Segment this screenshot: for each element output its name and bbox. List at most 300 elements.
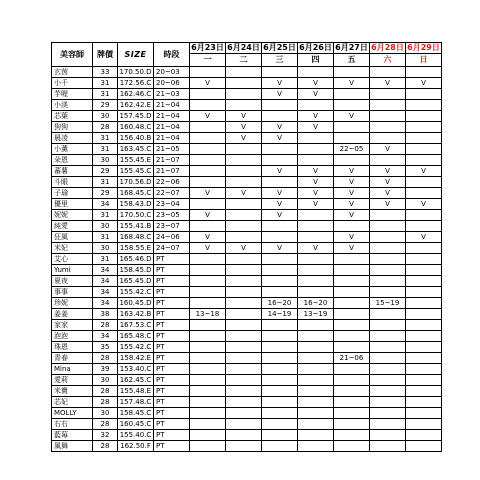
day-availability-cell [334,287,370,298]
day-availability-cell [370,100,406,111]
price-cell: 30 [93,375,118,386]
day-availability-cell: V [262,89,298,100]
price-cell: 30 [93,221,118,232]
day-availability-cell [262,331,298,342]
day-availability-cell: V [406,166,442,177]
day-availability-cell [190,276,226,287]
day-availability-cell [334,342,370,353]
stylist-name-cell: 小渼 [52,100,93,111]
table-row [52,67,442,78]
day-availability-cell [406,298,442,309]
day-availability-cell [370,441,406,452]
size-cell: 163.42.B [118,309,154,320]
period-cell: PT [154,408,190,419]
day-availability-cell [226,353,262,364]
schedule-body [52,67,442,452]
day-availability-cell [226,386,262,397]
size-cell: 168.48.C [118,232,154,243]
day-availability-cell [190,397,226,408]
day-date-header: 6月27日 [335,43,368,52]
day-availability-cell: V [190,243,226,254]
size-cell: 165.45.D [119,277,152,285]
period-cell: PT [154,331,190,342]
day-availability-cell [370,133,406,144]
day-availability-cell: V [334,243,370,254]
day-availability-cell [334,100,370,111]
day-availability-cell [262,441,298,452]
day-availability-cell [262,386,298,397]
day-weekday-header: 五 [334,54,370,67]
table-row [52,210,442,221]
day-availability-cell [190,221,226,232]
size-cell: 162.45.C [118,375,154,386]
day-date-header: 6月23日 [191,43,224,52]
size-cell: 162.50.F [118,441,154,452]
period-cell: PT [154,265,190,276]
day-availability-cell [262,265,298,276]
day-availability-cell [226,265,262,276]
stylist-name-cell: 藍莓 [52,430,93,441]
day-availability-cell [298,386,334,397]
day-availability-cell [298,342,334,353]
size-cell: 155.42.C [118,342,154,353]
period-cell: PT [154,386,190,397]
day-availability-cell [298,265,334,276]
day-availability-cell [406,430,442,441]
price-cell: 30 [93,408,118,419]
period-cell: 21~07 [154,166,190,177]
period-cell: 24~07 [154,243,190,254]
day-availability-cell [226,441,262,452]
stylist-name-cell: 蕃薯 [52,166,93,177]
day-availability-cell [370,408,406,419]
stylist-name-cell: Yumi [52,265,93,276]
day-availability-cell [226,100,262,111]
day-availability-cell [298,155,334,166]
day-availability-cell: V [190,111,226,122]
stylist-name-cell: 珍妮 [52,298,93,309]
stylist-name-cell: 純愛 [52,221,93,232]
table-row [52,397,442,408]
day-availability-cell [226,78,262,89]
size-cell: 167.53.C [118,320,154,331]
size-cell: 156.40.B [118,133,154,144]
day-availability-cell [406,210,442,221]
stylist-name-cell: 斗眼 [52,177,93,188]
price-cell: 28 [93,353,118,364]
day-availability-cell [298,210,334,221]
period-cell: PT [154,276,190,287]
size-cell: 158.42.E [118,353,154,364]
period-cell: PT [154,309,190,320]
day-availability-cell [406,353,442,364]
day-availability-cell [406,265,442,276]
day-availability-cell [334,441,370,452]
day-availability-cell [298,133,334,144]
day-availability-cell [262,287,298,298]
size-cell: 158.43.D [119,200,152,208]
day-availability-cell [370,155,406,166]
size-cell: 155.45.E [118,155,154,166]
stylist-name-cell: 右右 [52,419,93,430]
table-row [52,155,442,166]
stylist-name-cell: 事事 [52,287,93,298]
day-availability-cell: 16~20 [298,298,334,309]
table-row [52,287,442,298]
day-availability-cell [190,199,226,210]
day-availability-cell [370,276,406,287]
period-cell: PT [154,397,190,408]
day-availability-cell [262,232,298,243]
day-availability-cell [406,221,442,232]
day-availability-cell: V [334,199,370,210]
stylist-name-cell: 小千 [52,78,93,89]
day-availability-cell [334,364,370,375]
price-cell: 28 [93,122,118,133]
day-availability-cell: V [370,78,406,89]
price-cell: 31 [93,78,118,89]
table-row [52,221,442,232]
table-row [52,188,442,199]
size-cell: 153.40.C [118,364,154,375]
day-availability-cell [406,309,442,320]
price-cell: 29 [93,166,118,177]
day-availability-cell [406,331,442,342]
price-cell: 30 [93,155,118,166]
day-availability-cell [298,67,334,78]
size-cell: 162.46.C [118,89,154,100]
day-availability-cell: V [298,243,334,254]
period-cell: 23~05 [154,210,190,221]
day-availability-cell [298,232,334,243]
price-cell: 29 [93,188,118,199]
day-availability-cell: V [226,122,262,133]
period-cell: PT [154,419,190,430]
day-availability-cell [190,155,226,166]
day-availability-cell [406,287,442,298]
day-availability-cell [190,298,226,309]
day-availability-cell: V [298,177,334,188]
day-availability-cell [226,287,262,298]
day-availability-cell [226,408,262,419]
day-availability-cell [298,397,334,408]
day-availability-cell [298,320,334,331]
day-availability-cell: 13~19 [298,309,334,320]
period-cell: PT [154,375,190,386]
day-availability-cell [298,331,334,342]
stylist-name-cell: 青春 [52,353,93,364]
day-availability-cell: V [262,122,298,133]
day-availability-cell [226,430,262,441]
period-cell: PT [154,441,190,452]
day-availability-cell: V [262,210,298,221]
stylist-name-cell: 小薰 [52,144,93,155]
day-availability-cell [406,342,442,353]
day-availability-cell [226,331,262,342]
price-cell: 28 [93,397,118,408]
period-cell: PT [154,320,190,331]
table-row [52,441,442,452]
day-availability-cell [298,408,334,419]
day-availability-cell [370,254,406,265]
day-availability-cell: V [262,133,298,144]
day-availability-cell [334,122,370,133]
day-availability-cell [262,67,298,78]
day-availability-cell [190,100,226,111]
day-availability-cell [190,177,226,188]
period-cell: 21~03 [154,89,190,100]
day-availability-cell [226,155,262,166]
table-row [52,265,442,276]
price-cell: 31 [93,144,118,155]
table-row [52,122,442,133]
period-header: 時段 [154,43,190,67]
day-availability-cell [190,144,226,155]
day-availability-cell [406,177,442,188]
day-availability-cell: V [262,78,298,89]
size-cell: 170.50.D [119,68,152,76]
day-availability-cell [370,419,406,430]
day-availability-cell [406,122,442,133]
table-row [52,298,442,309]
size-cell: 163.45.C [118,144,154,155]
size-cell: 155.40.C [118,430,154,441]
day-availability-cell: V [334,111,370,122]
price-cell: 34 [93,331,118,342]
day-availability-cell [334,419,370,430]
day-availability-cell [370,331,406,342]
day-availability-cell [406,375,442,386]
table-row [52,331,442,342]
day-availability-cell [262,177,298,188]
size-cell: 157.45.D [119,112,152,120]
price-cell: 31 [93,210,118,221]
day-availability-cell [190,441,226,452]
day-availability-cell: V [370,199,406,210]
day-availability-cell [370,67,406,78]
period-cell: PT [154,430,190,441]
day-availability-cell [406,386,442,397]
day-availability-cell [334,265,370,276]
day-availability-cell [262,397,298,408]
day-availability-cell [262,276,298,287]
price-cell: 28 [93,320,118,331]
table-row [52,408,442,419]
day-availability-cell [262,111,298,122]
table-row [52,353,442,364]
day-availability-cell: V [406,199,442,210]
day-availability-cell: V [262,166,298,177]
period-cell: 21~05 [154,144,190,155]
day-availability-cell [370,320,406,331]
price-cell: 31 [93,232,118,243]
price-cell: 31 [93,89,118,100]
price-cell: 30 [93,243,118,254]
size-cell: 160.48.C [118,122,154,133]
price-cell: 34 [93,265,118,276]
day-availability-cell [226,67,262,78]
stylist-name-cell: 芯葉 [52,111,93,122]
day-availability-cell: 21~06 [334,353,370,364]
day-availability-cell [190,265,226,276]
day-availability-cell [226,232,262,243]
period-cell: PT [154,298,190,309]
day-availability-cell [370,386,406,397]
day-availability-cell [226,320,262,331]
price-cell: 34 [93,298,118,309]
table-row [52,386,442,397]
stylist-name-cell: Mina [52,364,93,375]
day-availability-cell [370,309,406,320]
day-availability-cell [298,144,334,155]
day-availability-cell [190,408,226,419]
day-availability-cell [262,155,298,166]
day-availability-cell [226,221,262,232]
day-availability-cell [262,144,298,155]
table-row [52,166,442,177]
stylist-name-cell: 狗狗 [52,122,93,133]
day-weekday-header: 四 [298,54,334,67]
price-cell: 31 [93,177,118,188]
day-availability-cell [298,441,334,452]
schedule-table [51,42,442,452]
period-cell: PT [154,353,190,364]
table-row [52,375,442,386]
table-row [52,100,442,111]
day-availability-cell [226,166,262,177]
day-availability-cell [370,342,406,353]
stylist-name-cell: 米妃 [52,243,93,254]
day-availability-cell [334,375,370,386]
table-row [52,177,442,188]
day-availability-cell: V [298,89,334,100]
day-availability-cell [190,364,226,375]
day-availability-cell [226,254,262,265]
table-row [52,419,442,430]
day-availability-cell [190,320,226,331]
day-availability-cell [406,254,442,265]
period-cell: 23~07 [154,221,190,232]
stylist-name-cell: 妮妮 [52,210,93,221]
price-cell: 34 [93,287,118,298]
price-cell: 28 [93,386,118,397]
size-cell: 168.45.C [118,188,154,199]
price-cell: 34 [93,276,118,287]
day-availability-cell [226,298,262,309]
day-availability-cell: V [406,232,442,243]
day-availability-cell [190,89,226,100]
day-availability-cell [190,287,226,298]
table-row [52,430,442,441]
price-cell: 30 [93,111,118,122]
day-availability-cell [334,254,370,265]
day-availability-cell: V [226,243,262,254]
day-availability-cell [262,254,298,265]
day-availability-cell: V [406,78,442,89]
day-availability-cell [370,287,406,298]
size-cell: 165.48.C [118,331,154,342]
day-availability-cell [262,353,298,364]
day-weekday-header: 二 [226,54,262,67]
day-availability-cell: V [190,210,226,221]
day-availability-cell [298,353,334,364]
size-cell: 157.48.C [118,397,154,408]
day-availability-cell [334,386,370,397]
day-availability-cell [190,375,226,386]
table-row [52,144,442,155]
stylist-name-cell: 愛莉 [52,375,93,386]
table-row [52,89,442,100]
table-row [52,243,442,254]
stylist-name-cell: 珠恩 [52,342,93,353]
price-cell: 39 [93,364,118,375]
day-availability-cell: V [334,210,370,221]
table-row [52,320,442,331]
day-availability-cell [406,276,442,287]
day-availability-cell [334,408,370,419]
table-row [52,232,442,243]
price-cell: 29 [93,100,118,111]
size-cell: 170.56.D [119,178,152,186]
period-cell: 21~07 [154,155,190,166]
stylist-name-cell: MOLLY [52,408,93,419]
day-availability-cell [370,122,406,133]
size-cell: 155.48.E [118,386,154,397]
price-cell: 28 [93,419,118,430]
day-availability-cell [190,353,226,364]
day-availability-cell [262,221,298,232]
day-availability-cell [334,320,370,331]
day-availability-cell [262,320,298,331]
stylist-name-cell: 狂風 [52,232,93,243]
day-availability-cell [226,419,262,430]
day-date-header: 6月28日 [371,43,404,52]
day-availability-cell [334,298,370,309]
size-cell: 158.45.D [119,266,152,274]
day-availability-cell [370,430,406,441]
day-availability-cell [406,155,442,166]
day-availability-cell: V [226,111,262,122]
day-availability-cell [190,254,226,265]
day-availability-cell [298,276,334,287]
stylist-name-cell: 優里 [52,199,93,210]
day-availability-cell [298,221,334,232]
day-availability-cell [226,375,262,386]
size-cell: 155.42.C [118,287,154,298]
day-availability-cell [334,397,370,408]
day-availability-cell [262,364,298,375]
table-row [52,276,442,287]
day-availability-cell [262,375,298,386]
day-weekday-header: 日 [406,54,442,67]
table-row [52,111,442,122]
day-availability-cell: V [226,133,262,144]
day-availability-cell [298,375,334,386]
day-weekday-header: 三 [262,54,298,67]
size-cell: 158.45.C [118,408,154,419]
day-availability-cell [262,100,298,111]
day-availability-cell [298,100,334,111]
day-availability-cell [226,210,262,221]
day-availability-cell: V [298,166,334,177]
day-availability-cell [298,419,334,430]
day-availability-cell [298,364,334,375]
day-availability-cell: V [334,166,370,177]
day-availability-cell [190,342,226,353]
price-cell: 31 [93,133,118,144]
size-cell: 172.56.C [118,78,154,89]
price-cell: 32 [93,430,118,441]
